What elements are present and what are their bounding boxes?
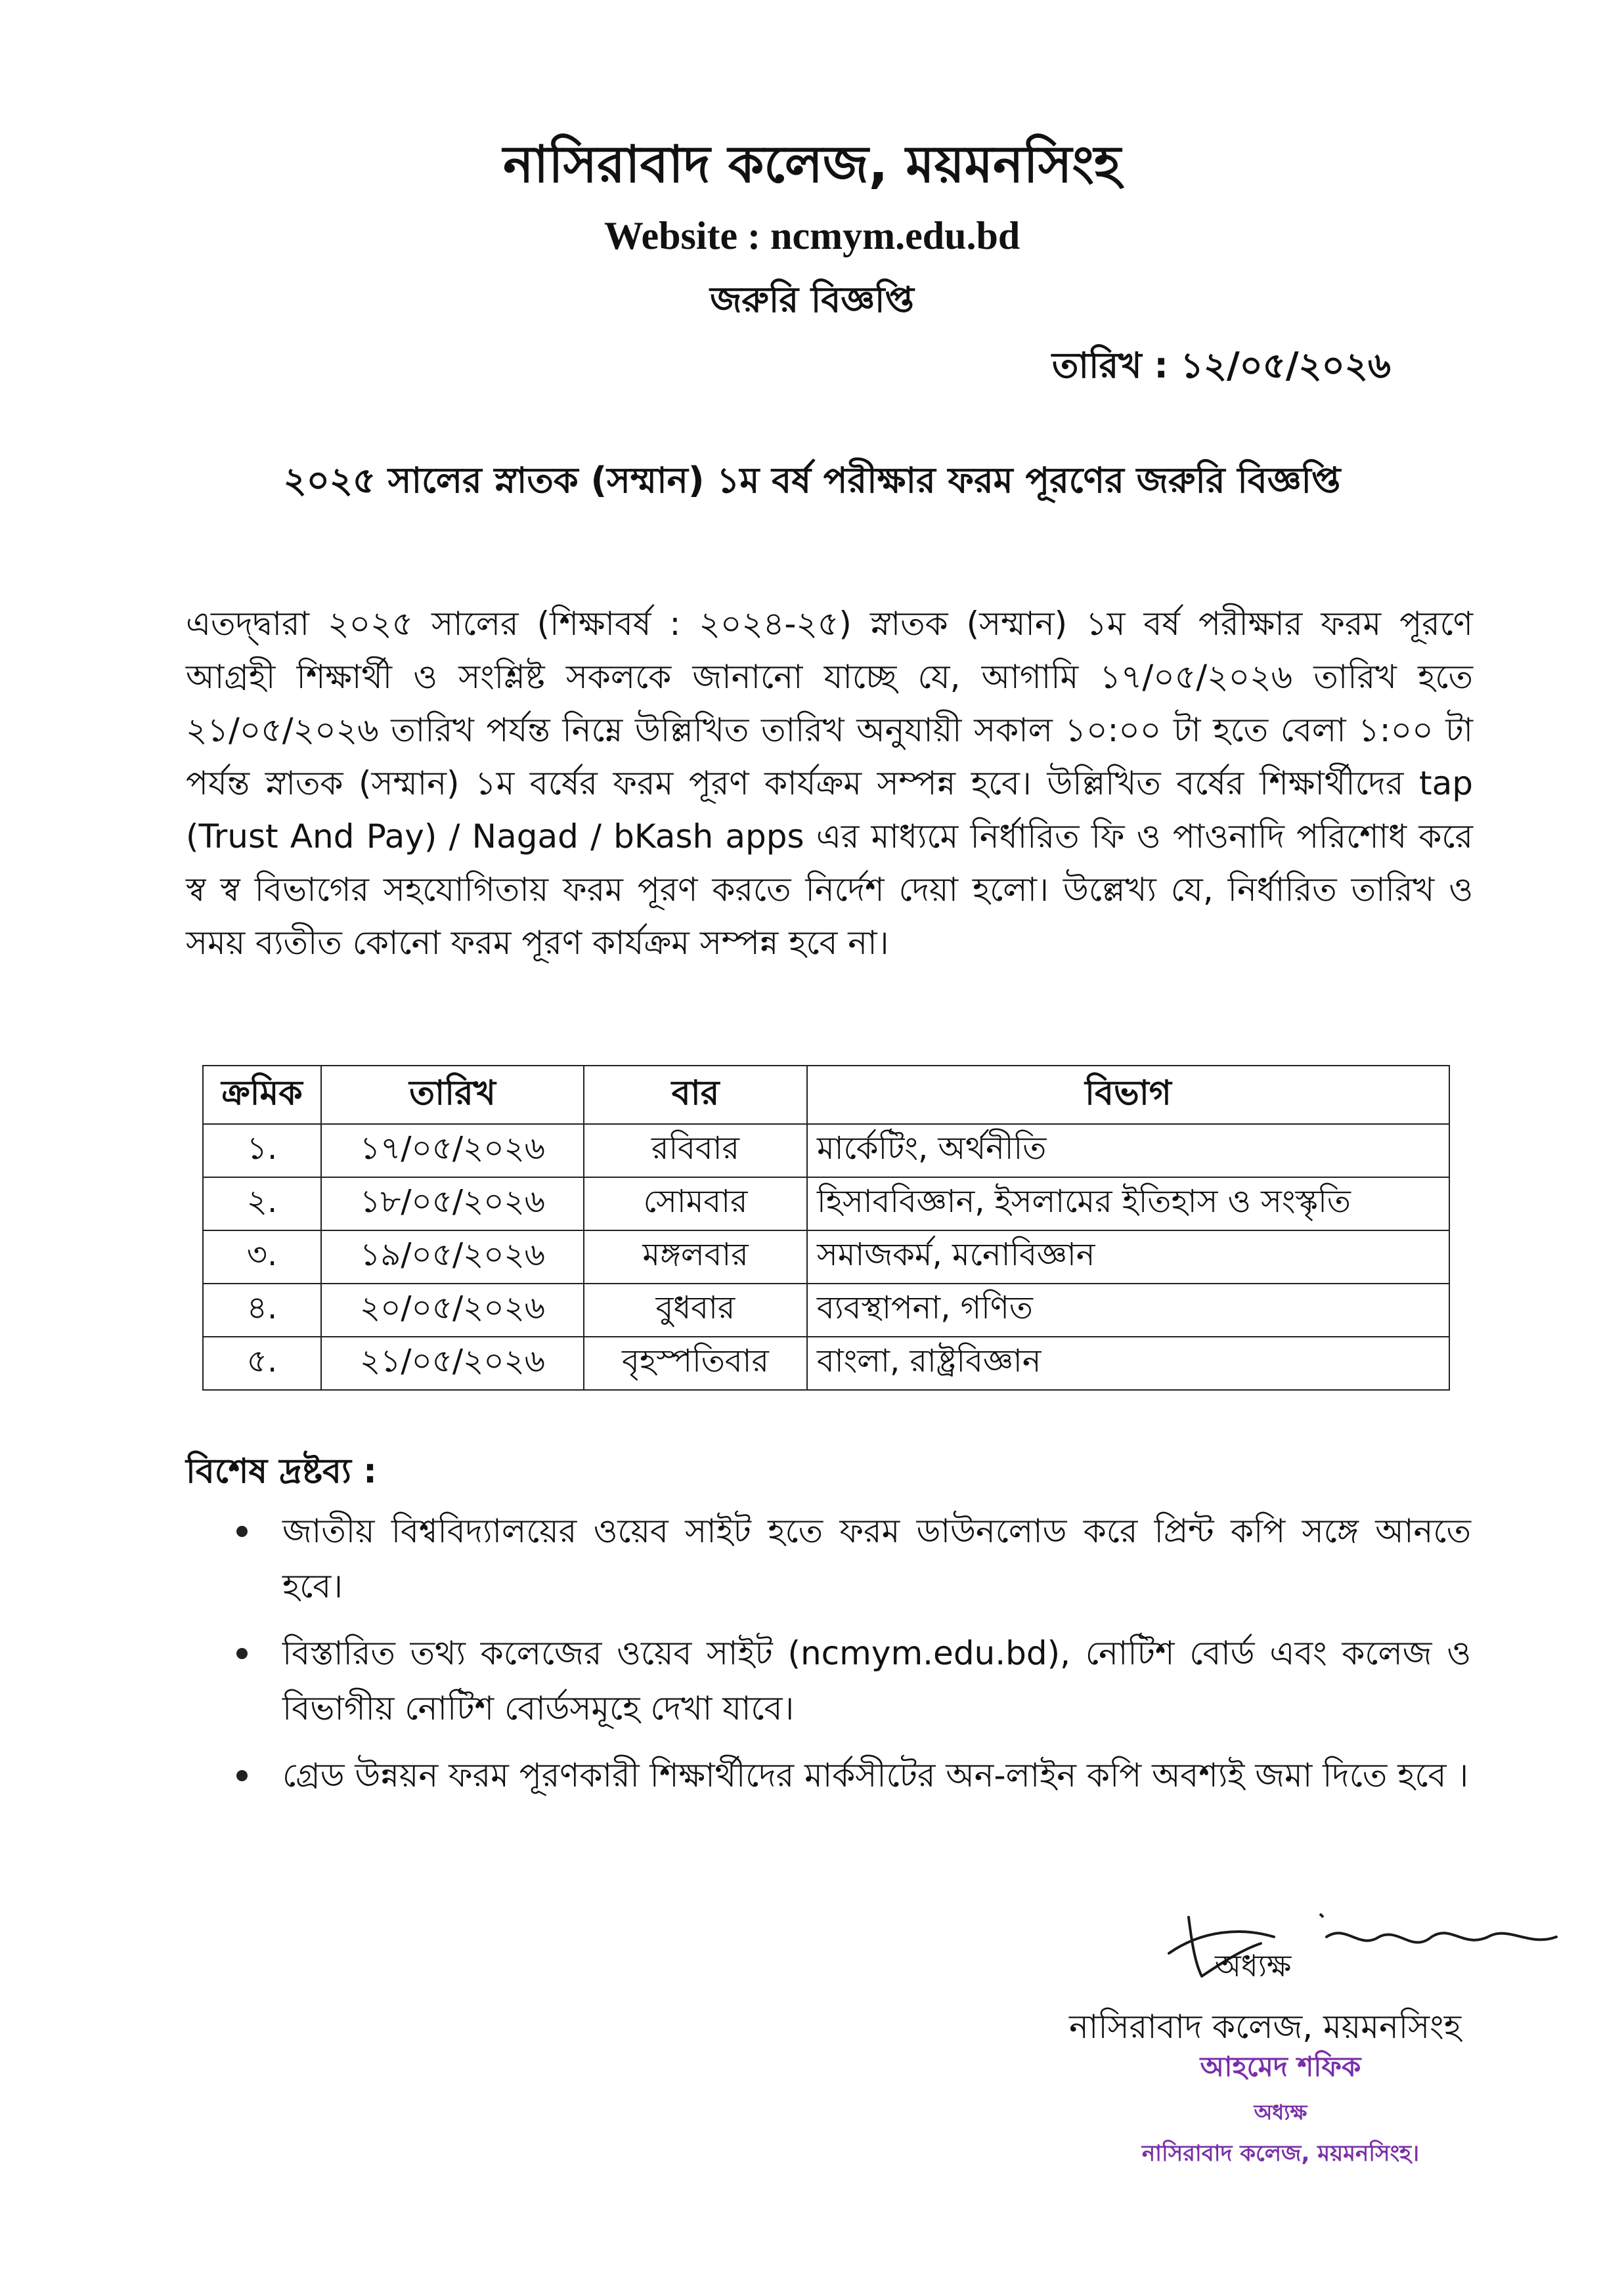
signatory-college: নাসিরাবাদ কলেজ, ময়মনসিংহ [1069, 2008, 1461, 2046]
signatory-designation: অধ্যক্ষ [1215, 1948, 1292, 1983]
notice-date: তারিখ : ১২/০৫/২০২৬ [1051, 345, 1391, 386]
bullet-icon [236, 1526, 248, 1537]
cell-department: মার্কেটিং, অর্থনীতি [807, 1124, 1449, 1177]
col-header-date: তারিখ [321, 1066, 584, 1124]
cell-day: বৃহস্পতিবার [584, 1337, 807, 1390]
cell-department: হিসাববিজ্ঞান, ইসলামের ইতিহাস ও সংস্কৃতি [807, 1177, 1449, 1230]
table-row [203, 1230, 1449, 1284]
notice-title: জরুরি বিজ্ঞপ্তি [710, 279, 914, 320]
special-note-list [236, 1504, 1471, 1815]
cell-serial: ২. [203, 1177, 321, 1230]
college-name: নাসিরাবাদ কলেজ, ময়মনসিংহ [503, 135, 1121, 194]
notice-subject: ২০২৫ সালের স্নাতক (সম্মান) ১ম বর্ষ পরীক্ষার ফরম পূরণের জরুরি বিজ্ঞপ্তি [283, 460, 1341, 501]
bullet-icon [236, 1770, 248, 1781]
table-header-row [203, 1066, 1449, 1124]
bullet-icon [236, 1648, 248, 1659]
table-row [203, 1337, 1449, 1390]
cell-date: ১৯/০৫/২০২৬ [321, 1230, 584, 1284]
list-item-text: জাতীয় বিশ্ববিদ্যালয়ের ওয়েব সাইট হতে ফরম ডাউনলোড করে প্রিন্ট কপি সঙ্গে আনতে হবে। [282, 1512, 1471, 1605]
list-item [236, 1626, 1471, 1736]
cell-department: ব্যবস্থাপনা, গণিত [807, 1284, 1449, 1337]
col-header-department: বিভাগ [807, 1066, 1449, 1124]
cell-date: ২০/০৫/২০২৬ [321, 1284, 584, 1337]
table-row [203, 1177, 1449, 1230]
cell-day: সোমবার [584, 1177, 807, 1230]
cell-day: বুধবার [584, 1284, 807, 1337]
cell-department: বাংলা, রাষ্ট্রবিজ্ঞান [807, 1337, 1449, 1390]
seal-college: নাসিরাবাদ কলেজ, ময়মনসিংহ। [1141, 2140, 1420, 2167]
col-header-serial: ক্রমিক [203, 1066, 321, 1124]
list-item-text: গ্রেড উন্নয়ন ফরম পূরণকারী শিক্ষার্থীদের মার্কসীটের অন-লাইন কপি অবশ্যই জমা দিতে হবে । [282, 1756, 1469, 1794]
list-item [236, 1504, 1471, 1614]
cell-date: ১৭/০৫/২০২৬ [321, 1124, 584, 1177]
cell-serial: ৫. [203, 1337, 321, 1390]
table-row [203, 1284, 1449, 1337]
schedule-table [202, 1065, 1450, 1391]
special-note-title: বিশেষ দ্রষ্টব্য : [186, 1452, 377, 1491]
website-line: Website : ncmym.edu.bd [604, 214, 1020, 257]
notice-body: এতদ্দ্বারা ২০২৫ সালের (শিক্ষাবর্ষ : ২০২৪-২৫) স্নাতক (সম্মান) ১ম বর্ষ পরীক্ষার ফরম পূরণে আগ্রহী শিক্ষার্থী ও সংশ্লিষ্ট সকলকে জানানো যাচ্ছে যে, আগামি ১৭/০৫/২০২৬ তারিখ হতে ২১/০৫/২০২৬ তারিখ পর্যন্ত নিম্নে উল্লিখিত তারিখ অনুযায়ী সকাল ১০:০০ টা হতে বেলা ১:০০ টা পর্যন্ত স্নাতক (সম্মান) ১ম বর্ষের ফরম পূরণ কার্যক্রম সম্পন্ন হবে। উল্লিখিত বর্ষের শিক্ষার্থীদের tap (Trust And Pay) / Nagad / bKash apps এর মাধ্যমে নির্ধারিত ফি ও পাওনাদি পরিশোধ করে স্ব স্ব বিভাগের সহযোগিতায় ফরম পূরণ করতে নির্দেশ দেয়া হলো। উল্লেখ্য যে, নির্ধারিত তারিখ ও সময় ব্যতীত কোনো ফরম পূরণ কার্যক্রম সম্পন্ন হবে না। [186, 605, 1473, 962]
list-item-text: বিস্তারিত তথ্য কলেজের ওয়েব সাইট (ncmym.edu.bd), নোটিশ বোর্ড এবং কলেজ ও বিভাগীয় নোটিশ বোর্ডসমূহে দেখা যাবে। [282, 1634, 1471, 1727]
cell-department: সমাজকর্ম, মনোবিজ্ঞান [807, 1230, 1449, 1284]
seal-designation: অধ্যক্ষ [1254, 2100, 1307, 2125]
list-item [236, 1748, 1471, 1803]
seal-name: আহমেদ শফিক [1200, 2050, 1361, 2083]
cell-day: মঙ্গলবার [584, 1230, 807, 1284]
cell-date: ২১/০৫/২০২৬ [321, 1337, 584, 1390]
cell-serial: ৩. [203, 1230, 321, 1284]
cell-day: রবিবার [584, 1124, 807, 1177]
cell-date: ১৮/০৫/২০২৬ [321, 1177, 584, 1230]
cell-serial: ১. [203, 1124, 321, 1177]
official-seal [1077, 2045, 1484, 2174]
cell-serial: ৪. [203, 1284, 321, 1337]
table-row [203, 1124, 1449, 1177]
col-header-day: বার [584, 1066, 807, 1124]
